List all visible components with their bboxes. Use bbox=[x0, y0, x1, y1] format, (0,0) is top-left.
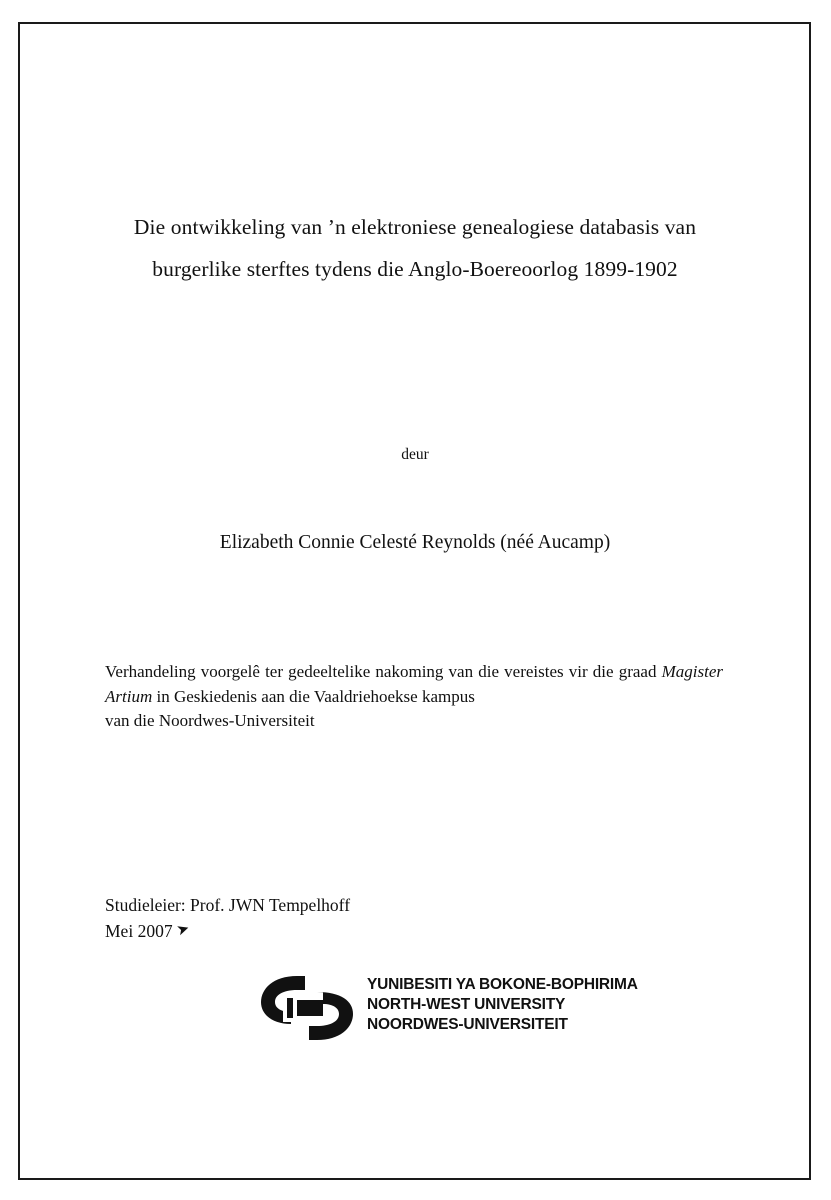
statement-part-1: Verhandeling voorgelê ter gedeeltelike nakoming van die vereistes vir die graad bbox=[105, 662, 662, 681]
title-line-2: burgerlike sterftes tydens die Anglo-Boereoorlog 1899-1902 bbox=[152, 256, 678, 281]
degree-statement bbox=[105, 660, 723, 734]
statement-part-3: van die Noordwes-Universiteit bbox=[105, 711, 315, 731]
page-title bbox=[105, 207, 725, 291]
logo-wordmark bbox=[367, 975, 638, 1035]
date-text: Mei 2007 bbox=[105, 921, 173, 942]
page-content bbox=[105, 22, 725, 1180]
university-logo bbox=[253, 972, 638, 1044]
supervisor-block bbox=[105, 892, 725, 945]
nwu-emblem-icon bbox=[253, 972, 361, 1044]
statement-part-2: in Geskiedenis aan die Vaaldriehoekse kampus bbox=[152, 686, 475, 706]
supervisor-line: Studieleier: Prof. JWN Tempelhoff bbox=[105, 895, 351, 915]
stray-pen-mark-icon: ➤ bbox=[174, 920, 192, 940]
by-label: deur bbox=[401, 446, 429, 463]
date-line bbox=[105, 918, 725, 944]
logo-line-2: NORTH-WEST UNIVERSITY bbox=[367, 995, 566, 1013]
author-name: Elizabeth Connie Celesté Reynolds (néé Aucamp) bbox=[219, 532, 611, 553]
title-line-1: Die ontwikkeling van ’n elektroniese genealogiese databasis van bbox=[133, 215, 697, 239]
logo-line-3: NOORDWES-UNIVERSITEIT bbox=[367, 1015, 568, 1033]
logo-line-1: YUNIBESITI YA BOKONE-BOPHIRIMA bbox=[367, 976, 638, 993]
degree-name: Magister Artium bbox=[105, 662, 723, 706]
